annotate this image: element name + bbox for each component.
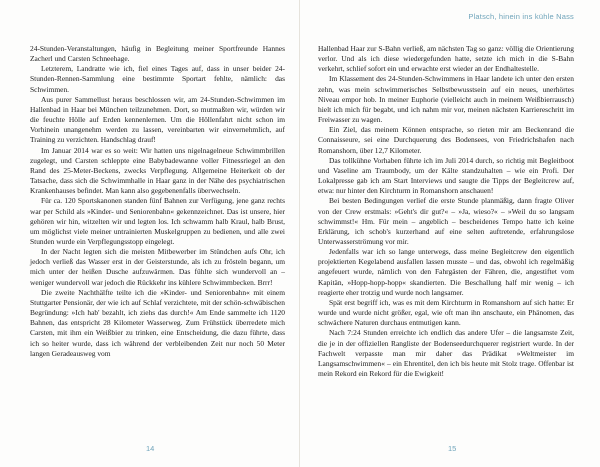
paragraph: Das tollkühne Vorhaben führte ich im Juli 2014 durch, so richtig mit Begleitboot und Vaseline am Traumbody, um der Kälte standzuhalten – wie ein Profi. Der Lokalpresse gab ich am Start Interviews und saugte die Tipps der Begleitcrew auf, etwa: nur hinter den Kirchturm in Romanshorn anschauen! [318, 155, 574, 196]
right-page [300, 0, 600, 467]
paragraph: Aus purer Sammellust heraus beschlossen wir, am 24-Stunden-Schwimmen im Hallenbad in Haar bei München teilzunehmen. Dort, so mutmaßten wir, würden wir die feuchte Hölle auf Erden kennenlernen. Um die Höllenfahrt nicht schon im Vorhinein unangenehm werden zu lassen, vereinbarten wir einvernehmlich, auf Training zu verzichten. Handschlag drauf! [30, 94, 285, 145]
paragraph: Für ca. 120 Sportskanonen standen fünf Bahnen zur Verfügung, jene ganz rechts war per Schild als »Kinder- und Seniorenbahn« gekennzeichnet. Das ist unsere, hier gehören wir hin, witzelten wir und legten los. Ich schwamm halb Kraul, halb Brust, um möglichst viele meiner untrainierten Muskelgruppen zu bedienen, und alle zwei Stunden wurde ein Verpflegungsstopp eingelegt. [30, 196, 285, 246]
paragraph: Letzterem, Landratte wie ich, fiel eines Tages auf, dass in unser beider 24-Stunden-Rennen-Sammlung eine bestimmte Sportart fehlte, nämlich: das Schwimmen. [30, 64, 285, 94]
paragraph: Hallenbad Haar zur S-Bahn verließ, am nächsten Tag so ganz: völlig die Orientierung verlor. Und als ich diese wiedergefunden hatte, setzte ich mich in die S-Bahn verkehrt, schlief sofort ein und erwachte erst wieder an der Endhaltestelle. [318, 44, 574, 74]
page-number-right: 15 [448, 444, 457, 453]
right-page-body [318, 44, 574, 379]
left-page-body [30, 44, 285, 359]
paragraph: In der Nacht legten sich die meisten Mitbewerber im Stündchen aufs Ohr, ich jedoch verließ das Wasser erst in der Geisterstunde, als ich zu frösteln begann, um mich unter der heißen Dusche aufzuwärmen. Das fühlte sich wundervoll an – weniger wundervoll war jedoch die Rückkehr ins kühlere Schwimmbecken. Brrr! [30, 247, 285, 287]
paragraph: Ein Ziel, das meinem Können entsprache, so rieten mir am Beckenrand die Connaisseure, sei eine Durchquerung des Bodensees, von Friedrichshafen nach Romanshorn, über 12,7 Kilometer. [318, 125, 574, 155]
page-number-left: 14 [146, 444, 155, 453]
paragraph: Spät erst begriff ich, was es mit dem Kirchturm in Romanshorn auf sich hatte: Er wurde und wurde nicht größer, egal, wie oft man ihn anschaute, ein Phänomen, das schwächere Naturen durchaus entmutigen kann. [318, 297, 574, 328]
paragraph: Im Januar 2014 war es so weit: Wir hatten uns nigelnagelneue Schwimmbrillen zugelegt, und Carsten schleppte eine Babybadewanne voller Fitnessriegel an den Rand des 25-Meter-Beckens, zwecks Verpflegung. Allgemeine Heiterkeit ob der Tatsache, dass sich die Schwimmhalle in Haar ganz in der Nähe des psychiatrischen Krankenhauses befindet. Man kann also gegebenenfalls überwechseln. [30, 145, 285, 196]
paragraph: Die zweite Nachthälfte teilte ich die »Kinder- und Seniorenbahn« mit einem Stuttgarter Pensionär, der wie ich auf Schlaf verzichtete, mit der schön-schwäbischen Begründung: »Ich hab' bezahlt, ich ziehs das durch!« Am Ende sammelte ich 1120 Bahnen, das entspricht 28 Kilometer Wasserweg. Zum Frühstück überredete mich Carsten, mit ihm ein Weißbier zu trinken, eine Entscheidung, die dazu führte, dass ich so heiter wurde, dass ich während der verbleibenden Zeit nur noch 50 Meter langen Geradeausweg vom [30, 287, 285, 358]
paragraph: 24-Stunden-Veranstaltungen, häufig in Begleitung meiner Sportfreunde Hannes Zacherl und Carsten Schneehage. [30, 44, 285, 64]
paragraph: Nach 7:24 Stunden erreichte ich endlich das andere Ufer – die langsamste Zeit, die je in der offiziellen Rangliste der Bodenseedurchquerer registriert wurde. In der Fachwelt verpasste man mir daher das Prädikat »Weltmeister im Langsamschwimmen« – ein Ehrentitel, den ich bis heute mit Stolz trage. Offenbar ist mein Rekord ein Rekord für die Ewigkeit! [318, 328, 574, 378]
paragraph: Bei besten Bedingungen verlief die erste Stunde planmäßig, dann fragte Oliver von der Crew erstmals: »Geht's dir gut?« – »Ja, wieso?« – »Weil du so langsam schwimmst!« Hm. Für mein – angeblich – bescheidenes Tempo hatte ich keine Erklärung, ich schob's kurzerhand auf eine selten auftretende, erfahrungslose Unterwasserströmung vor mir. [318, 196, 574, 246]
paragraph: Im Klassement des 24-Stunden-Schwimmens in Haar landete ich unter den ersten zehn, was mein schwimmerisches Selbstbewusstsein auf ein neues, unerhörtes Niveau empor hob. In meiner Euphorie (vielleicht auch in meinem Weißbierrausch) hielt ich mich für begabt, und ich nahm mir vor, meinen nächsten Karriereschritt im Freiwasser zu wagen. [318, 74, 574, 125]
running-head: Platsch, hinein ins kühle Nass [468, 12, 574, 21]
paragraph: Jedenfalls war ich so lange unterwegs, dass meine Begleitcrew den eigentlich projektierten Kegelabend ausfallen lassen musste – und das, obwohl ich regelmäßig angefeuert wurde, nämlich von den Fahrgästen der Fähren, die, angestiftet vom Kapitän, »Hopp-hopp-hopp« skandierten. Die Beschallung half mir wenig – ich reagierte eher trotzig und wurde noch langsamer. [318, 247, 574, 297]
